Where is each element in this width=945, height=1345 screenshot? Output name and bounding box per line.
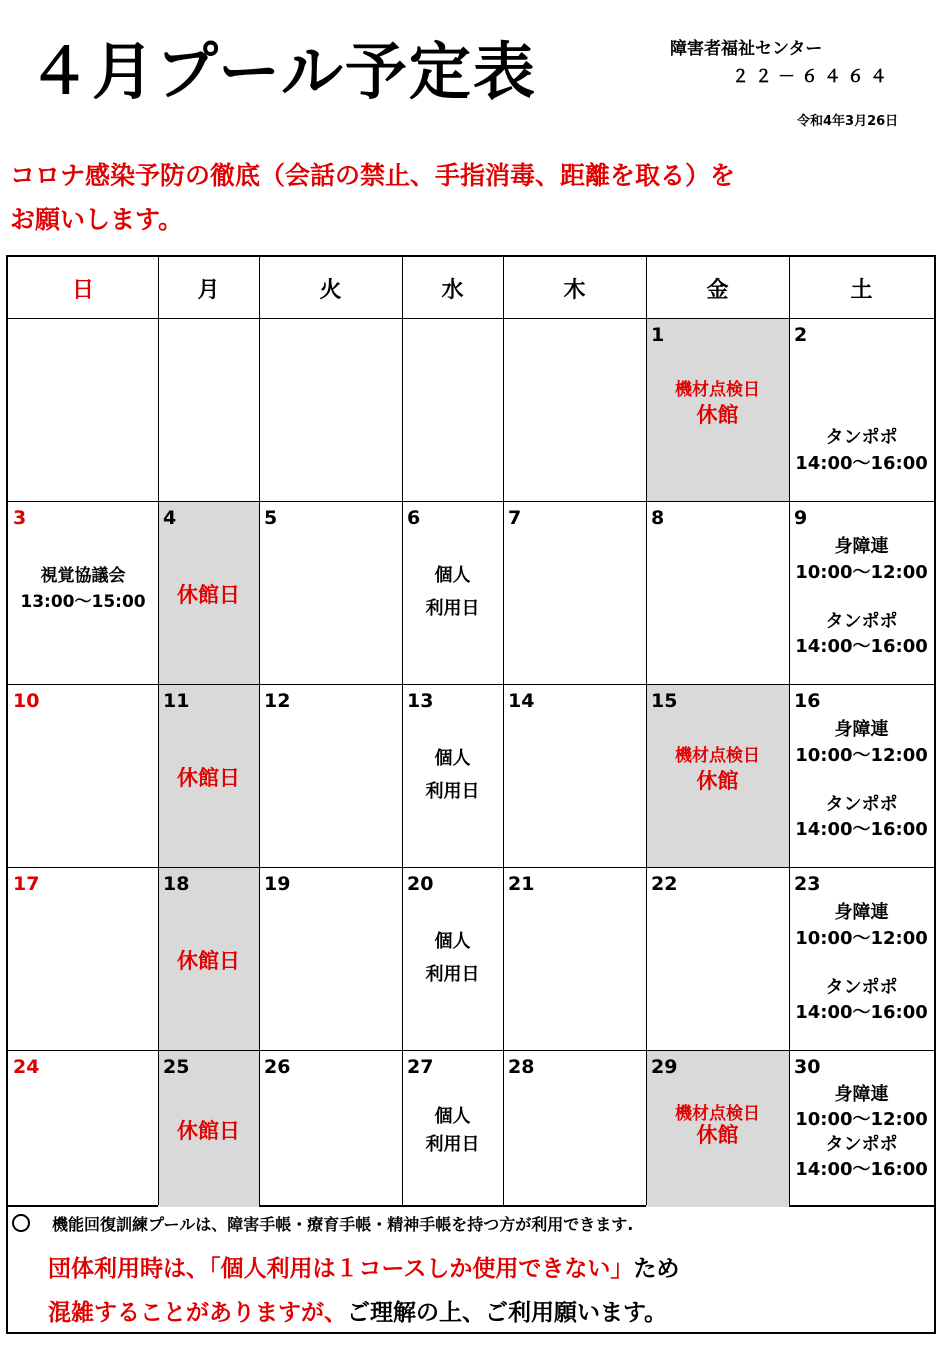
day-cell (503, 684, 646, 867)
footer-line-2 (48, 1250, 679, 1283)
weekday-header: 月 (197, 278, 220, 303)
cell-text: 利用日 (425, 598, 480, 620)
day-number: 6 (407, 507, 421, 529)
grid-column-line (646, 257, 647, 1205)
day-number: 27 (407, 1056, 434, 1078)
day-number: 26 (264, 1056, 291, 1078)
day-number: 12 (264, 690, 291, 712)
day-cell (789, 1050, 934, 1207)
grid-column-line (402, 257, 403, 1205)
day-cell (646, 684, 789, 867)
grid-row-line (8, 318, 934, 319)
cell-text: 機材点検日 (675, 745, 760, 766)
cell-text: 10:00～12:00 (795, 928, 928, 949)
cell-text: 機材点検日 (675, 1103, 760, 1124)
cell-text: 個人 (434, 931, 471, 953)
weekday-header: 水 (441, 278, 464, 303)
grid-row-line (8, 501, 934, 502)
grid-row-line (8, 867, 934, 868)
cell-text: 個人 (434, 748, 471, 770)
cell-text: 休館 (696, 768, 739, 793)
footer-notes (6, 1206, 936, 1334)
day-cell (158, 867, 259, 1050)
day-cell (158, 501, 259, 684)
day-cell (646, 318, 789, 501)
day-cell (158, 1050, 259, 1207)
day-cell (259, 867, 402, 1050)
weekday-header: 金 (706, 278, 729, 303)
day-number: 30 (794, 1056, 821, 1078)
day-number: 19 (264, 873, 291, 895)
circle-bullet-icon (12, 1214, 30, 1232)
grid-column-line (259, 257, 260, 1205)
day-number: 4 (163, 507, 177, 529)
day-number: 13 (407, 690, 434, 712)
cell-text: 身障連 (834, 1084, 889, 1105)
cell-text: 14:00～16:00 (795, 453, 928, 474)
day-cell (646, 1050, 789, 1207)
footer-line-2-red: 団体利用時は、「個人利用は１コースしか使用できない」 (48, 1256, 634, 1282)
cell-text: 14:00～16:00 (795, 1002, 928, 1023)
cell-text: 休館日 (177, 948, 240, 973)
cell-text: 利用日 (425, 1134, 480, 1156)
cell-text: 14:00～16:00 (795, 636, 928, 657)
cell-text: 休館日 (177, 582, 240, 607)
cell-text: 身障連 (834, 902, 889, 923)
footer-line-3 (48, 1294, 667, 1327)
day-number: 14 (508, 690, 535, 712)
day-number: 2 (794, 324, 808, 346)
grid-column-line (158, 257, 159, 1205)
day-number: 5 (264, 507, 278, 529)
day-number: 17 (13, 873, 40, 895)
organization-name: 障害者福祉センター (670, 39, 823, 59)
day-cell (8, 318, 158, 501)
cell-text: タンポポ (825, 611, 898, 632)
cell-text: 休館日 (177, 1118, 240, 1143)
day-cell (789, 867, 934, 1050)
day-cell (402, 501, 503, 684)
day-cell (259, 501, 402, 684)
footer-line-3-black: ご理解の上、ご利用願います。 (347, 1300, 668, 1326)
cell-text: 利用日 (425, 964, 480, 986)
day-cell (402, 867, 503, 1050)
footer-line-3-red: 混雑することがありますが、 (48, 1300, 347, 1326)
cell-text: 13:00～15:00 (20, 592, 146, 612)
weekday-header: 土 (850, 278, 873, 303)
day-number: 20 (407, 873, 434, 895)
cell-text: 機材点検日 (675, 379, 760, 400)
weekday-header: 木 (563, 278, 586, 303)
cell-text: 休館 (696, 402, 739, 427)
cell-text: 10:00～12:00 (795, 1109, 928, 1130)
cell-text: 10:00～12:00 (795, 745, 928, 766)
cell-text: 個人 (434, 1105, 471, 1127)
grid-row-line (8, 1050, 934, 1051)
day-cell (789, 501, 934, 684)
day-number: 3 (13, 507, 27, 529)
cell-text: タンポポ (825, 977, 898, 998)
day-cell (402, 1050, 503, 1207)
day-number: 24 (13, 1056, 40, 1078)
page-title: ４月プール予定表 (28, 35, 537, 108)
cell-text: 身障連 (834, 536, 889, 557)
cell-text: 14:00～16:00 (795, 819, 928, 840)
cell-text: 身障連 (834, 719, 889, 740)
day-number: 7 (508, 507, 522, 529)
day-cell (503, 318, 646, 501)
weekday-header: 日 (71, 278, 94, 303)
day-number: 1 (651, 324, 665, 346)
notice-line-1: コロナ感染予防の徹底（会話の禁止、手指消毒、距離を取る）を (10, 161, 736, 190)
day-number: 28 (508, 1056, 535, 1078)
grid-row-line (8, 684, 934, 685)
day-number: 23 (794, 873, 821, 895)
day-cell (503, 867, 646, 1050)
day-cell (259, 684, 402, 867)
day-number: 8 (651, 507, 665, 529)
footer-line-2-black: ため (633, 1256, 680, 1282)
day-cell (646, 501, 789, 684)
day-number: 16 (794, 690, 821, 712)
cell-text: 10:00～12:00 (795, 562, 928, 583)
day-cell (646, 867, 789, 1050)
day-number: 21 (508, 873, 535, 895)
notice-line-2: お願いします。 (10, 205, 184, 234)
issue-date: 令和4年3月26日 (797, 114, 899, 129)
day-cell (402, 684, 503, 867)
weekday-header: 火 (319, 278, 342, 303)
cell-text: タンポポ (825, 427, 898, 448)
day-number: 18 (163, 873, 190, 895)
cell-text: タンポポ (825, 1134, 898, 1155)
day-cell (503, 1050, 646, 1207)
day-cell (8, 1050, 158, 1207)
day-number: 10 (13, 690, 40, 712)
footer-line-1 (12, 1212, 633, 1235)
cell-text: タンポポ (825, 794, 898, 815)
day-number: 25 (163, 1056, 190, 1078)
day-cell (158, 684, 259, 867)
cell-text: 14:00～16:00 (795, 1159, 928, 1180)
day-cell (259, 318, 402, 501)
cell-text: 休館 (696, 1123, 739, 1148)
day-cell (789, 318, 934, 501)
day-cell (8, 867, 158, 1050)
footer-line-1-text: 機能回復訓練プールは、障害手帳・療育手帳・精神手帳を持つ方が利用できます. (52, 1215, 634, 1234)
day-cell (259, 1050, 402, 1207)
day-number: 29 (651, 1056, 678, 1078)
cell-text: 個人 (434, 565, 471, 587)
cell-text: 休館日 (177, 765, 240, 790)
day-cell (8, 501, 158, 684)
day-cell (8, 684, 158, 867)
day-cell (789, 684, 934, 867)
calendar-table (6, 255, 936, 1207)
day-cell (503, 501, 646, 684)
grid-column-line (503, 257, 504, 1205)
cell-text: 利用日 (425, 781, 480, 803)
grid-column-line (789, 257, 790, 1205)
day-cell (402, 318, 503, 501)
day-number: 11 (163, 690, 190, 712)
day-number: 9 (794, 507, 808, 529)
cell-text: 視覚協議会 (40, 566, 126, 587)
day-number: 22 (651, 873, 678, 895)
day-number: 15 (651, 690, 678, 712)
day-cell (158, 318, 259, 501)
phone-number: ２２－６４６４ (732, 67, 893, 87)
